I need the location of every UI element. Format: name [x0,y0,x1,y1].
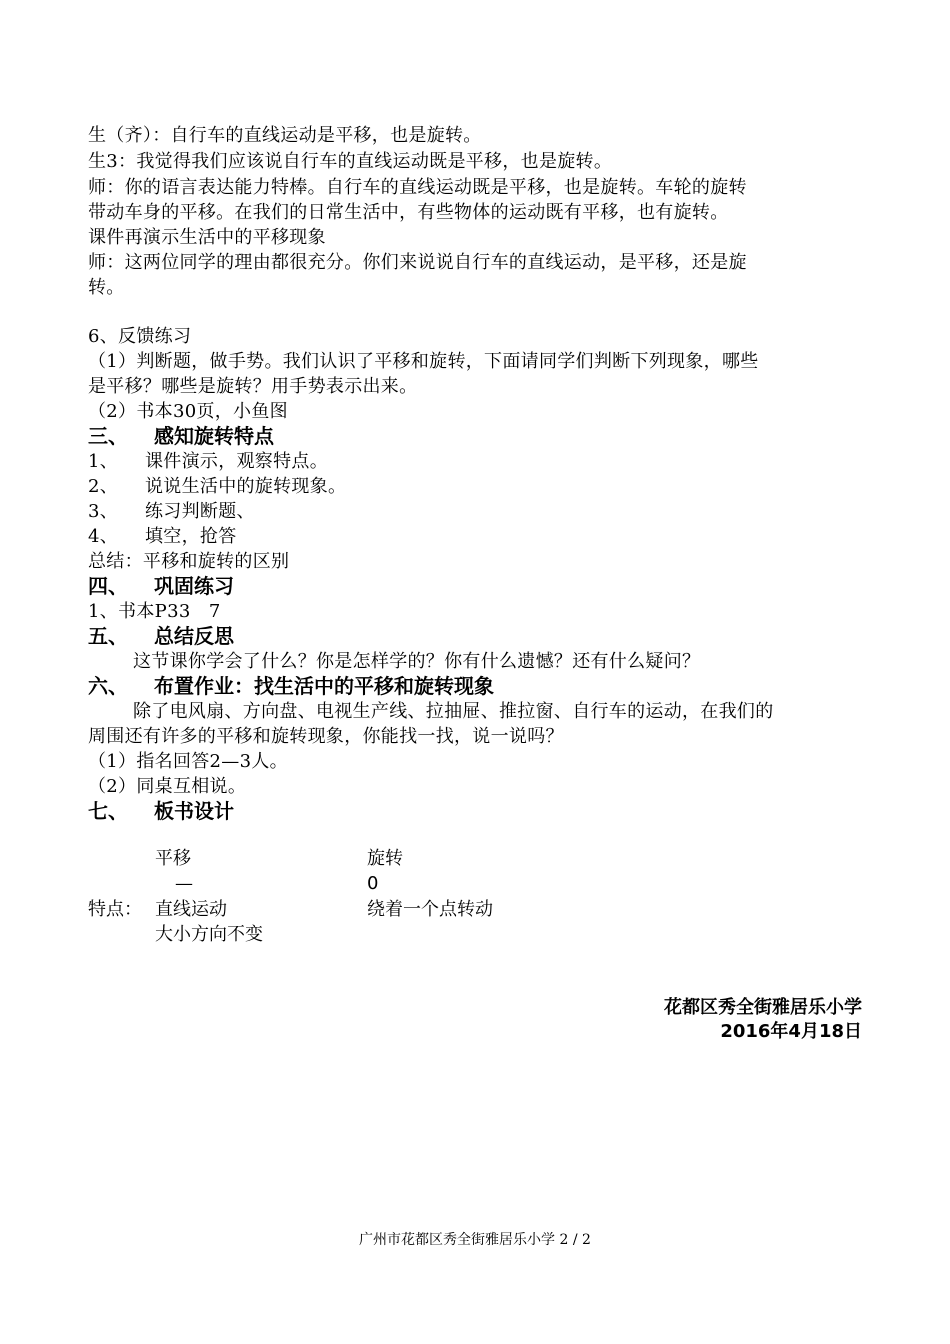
dialogue-line: 生（齐）：自行车的直线运动是平移，也是旋转。 [88,125,482,146]
list-text: 课件演示，观察特点。 [145,451,328,472]
list-text: 填空，抢答 [145,526,237,547]
dialogue-line: 带动车身的平移。在我们的日常生活中，有些物体的运动既有平移，也有旋转。 [88,202,729,223]
board-col1-feature: 大小方向不变 [155,924,263,945]
section-number: 四、 [88,574,128,598]
feedback-line: （1）判断题，做手势。我们认识了平移和旋转，下面请同学们判断下列现象，哪些 [88,351,759,372]
homework-line: 周围还有许多的平移和旋转现象，你能找一找，说一说吗？ [88,726,564,747]
section-heading-7 [88,798,234,824]
board-feature-label: 特点： [88,899,142,920]
section-number: 三、 [88,424,128,448]
section-title: 感知旋转特点 [154,424,274,448]
section-number: 五、 [88,624,128,648]
homework-line: （1）指名回答2—3人。 [88,751,288,772]
list-number: 4、 [88,526,119,547]
section-title: 板书设计 [154,799,234,823]
section-number: 七、 [88,799,128,823]
page-footer: 广州市花都区秀全街雅居乐小学 2 / 2 [359,1232,591,1248]
list-number: 3、 [88,501,119,522]
school-signature: 花都区秀全街雅居乐小学 [664,997,862,1018]
list-number: 2、 [88,476,119,497]
signature-date: 2016年4月18日 [720,1021,862,1042]
list-item [88,450,328,474]
summary-line: 总结：平移和旋转的区别 [88,551,290,572]
list-text: 说说生活中的旋转现象。 [145,476,347,497]
section-heading-6 [88,673,494,699]
board-col2-title: 旋转 [367,848,403,869]
board-col1-symbol: — [175,873,193,894]
exercise-line: 1、书本P33 7 [88,601,221,622]
homework-line: （2）同桌互相说。 [88,776,247,797]
section-heading-4 [88,573,234,599]
feedback-line: 是平移？哪些是旋转？用手势表示出来。 [88,376,418,397]
dialogue-line: 生3：我觉得我们应该说自行车的直线运动既是平移，也是旋转。 [88,151,613,172]
homework-line: 除了电风扇、方向盘、电视生产线、拉抽屉、推拉窗、自行车的运动，在我们的 [133,701,774,722]
list-number: 1、 [88,451,119,472]
board-col1-feature: 直线运动 [155,899,227,920]
list-item [88,475,346,499]
dialogue-line: 师：你的语言表达能力特棒。自行车的直线运动既是平移，也是旋转。车轮的旋转 [88,177,747,198]
feedback-line: （2）书本30页，小鱼图 [88,401,288,422]
feedback-title: 6、反馈练习 [88,326,192,347]
dialogue-line: 转。 [88,277,125,298]
board-col2-symbol: 0 [367,873,379,894]
section-heading-3 [88,423,274,449]
section-title: 总结反思 [154,624,234,648]
list-item [88,500,255,524]
board-col2-feature: 绕着一个点转动 [367,899,493,920]
list-item [88,525,237,549]
dialogue-line: 师：这两位同学的理由都很充分。你们来说说自行车的直线运动，是平移，还是旋 [88,252,747,273]
section-number: 六、 [88,674,128,698]
section-title: 布置作业：找生活中的平移和旋转现象 [154,674,494,698]
dialogue-line: 课件再演示生活中的平移现象 [88,227,326,248]
section-title: 巩固练习 [154,574,234,598]
board-col1-title: 平移 [155,848,191,869]
list-text: 练习判断题、 [145,501,255,522]
reflection-line: 这节课你学会了什么？你是怎样学的？你有什么遗憾？还有什么疑问？ [133,651,701,672]
section-heading-5 [88,623,234,649]
